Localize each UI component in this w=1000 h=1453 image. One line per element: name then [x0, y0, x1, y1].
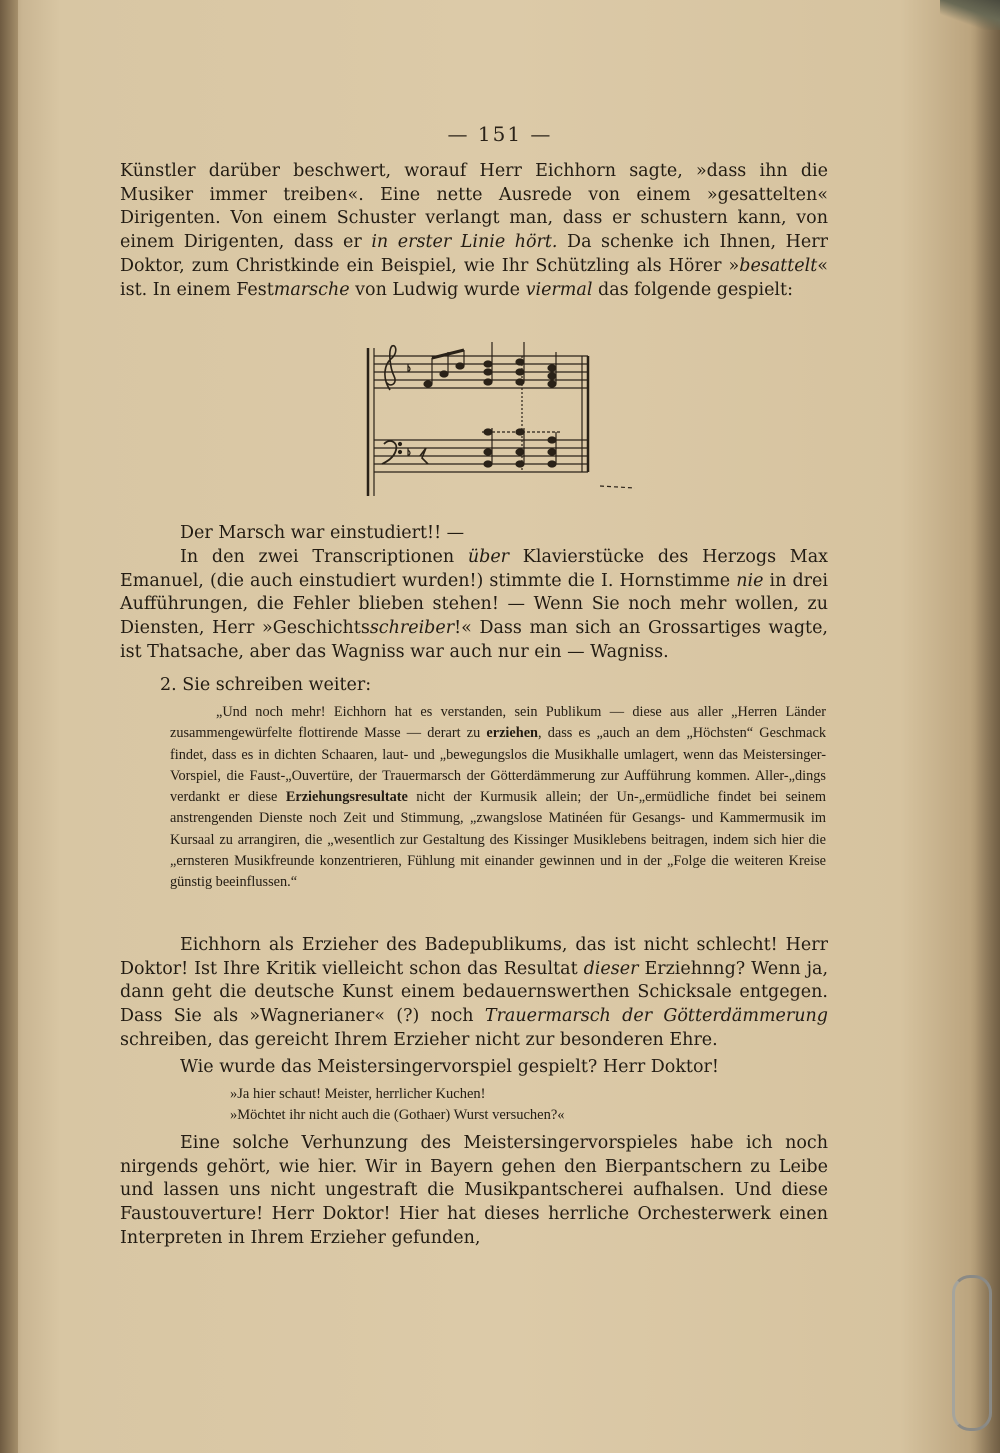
- paragraph-5: Eichhorn als Erzieher des Badepublikums, das ist nicht schlecht! Herr Doktor! Ist Ihre Kritik vielleicht schon das Resultat dieser Erziehnng? Wenn ja, dann geht die deutsche Kunst einem bedauernswerthen Schicksale entgegen. Dass Sie als »Wagnerianer« (?) noch Trauermarsch der Götterdämmerung schreiben, das gereicht Ihrem Erzieher nicht zur besonderen Ehre.: [120, 935, 829, 1050]
- music-score: [360, 328, 640, 508]
- book-spine: [0, 0, 18, 1453]
- verse-line-2: »Möchtet ihr nicht auch die (Gothaer) Wurst versuchen?«: [230, 1107, 565, 1123]
- paragraph-3: In den zwei Transcriptionen über Klavierstücke des Herzogs Max Emanuel, (die auch einstudiert wurden!) stimmte die I. Hornstimme nie in drei Aufführungen, die Fehler blieben stehen! — Wenn Sie noch mehr wollen, zu Diensten, Herr »Geschichtsschreiber!« Dass man sich an Grossartiges wagte, ist Thatsache, aber das Wagniss war auch nur ein — Wagniss.: [120, 547, 829, 662]
- torn-corner: [940, 0, 1000, 30]
- verse-quote: [230, 1084, 790, 1126]
- paragraph-2: Der Marsch war einstudiert!! —: [180, 523, 465, 543]
- page-number: — 151 —: [447, 122, 553, 146]
- paragraph-6: Wie wurde das Meistersingervorspiel gespielt? Herr Doktor!: [180, 1057, 719, 1077]
- paragraph-1: Künstler darüber beschwert, worauf Herr Eichhorn sagte, »dass ihn die Musiker immer treiben«. Eine nette Ausrede von einem »gesattelten« Dirigenten. Von einem Schuster verlangt man, dass er schustern kann, von einem Dirigenten, dass er in erster Linie hört. Da schenke ich Ihnen, Herr Doktor, zum Christkinde ein Beispiel, wie Ihr Schützling als Hörer »besattelt« ist. In einem Festmarsche von Ludwig wurde viermal das folgende gespielt:: [120, 161, 828, 300]
- paper-clip-icon: [952, 1275, 992, 1431]
- paragraph-4: 2. Sie schreiben weiter:: [160, 675, 372, 695]
- quotation-block: „Und noch mehr! Eichhorn hat es verstanden, sein Publikum — diese aus aller „Herren Länder zusammengewürfelte flottirende Masse — derart zu erziehen, dass es „auch an dem „Höchsten“ Geschmack findet, dass es in dichten Schaaren, laut- und „bewegungslos die Musikhalle umlagert, wenn das Meistersinger-Vorspiel, die Faust-„Ouvertüre, der Trauermarsch der Götterdämmerung zur Aufführung kommen. Aller-„dings verdankt er diese Erziehungsresultate nicht der Kurmusik allein; der Un-„ermüdliche findet bei seinem anstrengenden Dienste noch Zeit und Stimmung, „zwangslose Matinéen für Gesangs- und Kammermusik im Kursaal zu arrangiren, die „wesentlich zur Gestaltung des Kissinger Musiklebens beitragen, indem sich hier die „ernsteren Musikfreunde konzentrieren, Fühlung mit einander gewinnen und in der „Folge die weiteren Kreise günstig beeinflussen.“: [170, 704, 826, 891]
- page-edge-shadow: [970, 0, 1000, 1453]
- verse-line-1: »Ja hier schaut! Meister, herrlicher Kuchen!: [230, 1086, 486, 1102]
- paragraph-7: Eine solche Verhunzung des Meistersingervorspieles habe ich noch nirgends gehört, wie hier. Wir in Bayern gehen den Bierpantschern zu Leibe und lassen uns nicht ungestraft die Musikpantscherei aufhalsen. Und diese Faustouverture! Herr Doktor! Hier hat dieses herrliche Orchesterwerk einen Interpreten in Ihrem Erzieher gefunden,: [120, 1133, 828, 1248]
